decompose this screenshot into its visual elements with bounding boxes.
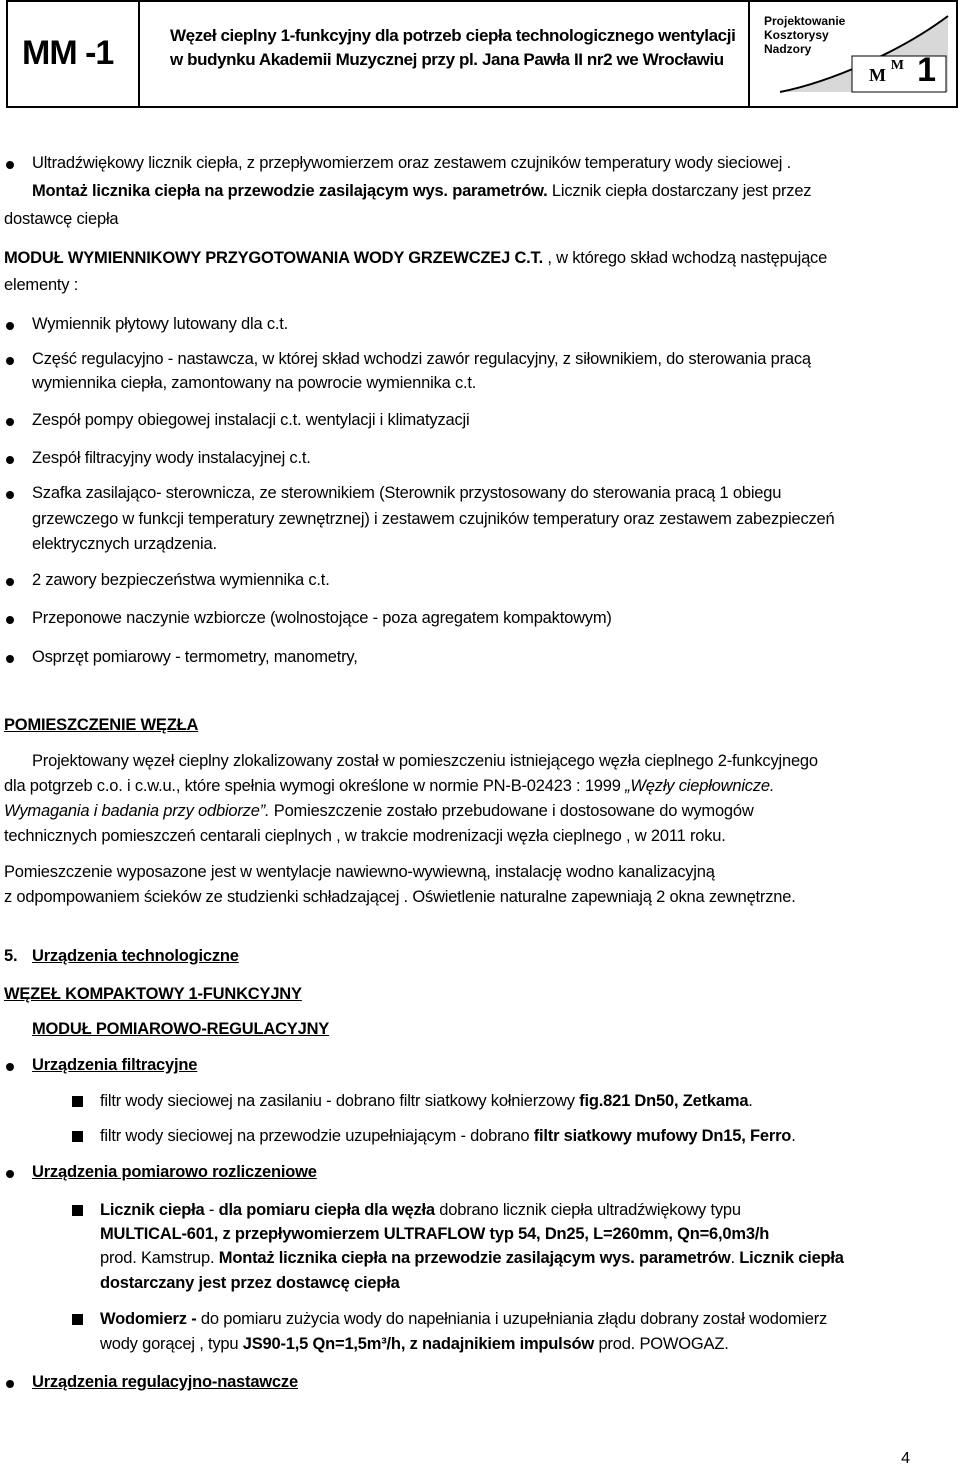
list-item: 2 zawory bezpieczeństwa wymiennika c.t.: [32, 571, 330, 589]
meter1-b: -: [204, 1201, 219, 1219]
meter2-line1: [100, 1310, 827, 1329]
intro-line3: dostawcę ciepła: [4, 210, 119, 228]
bullet-dot: [6, 418, 14, 426]
header-title-line1: Węzeł cieplny 1-funkcyjny dla potrzeb ciepła technologicznego wentylacji: [170, 26, 736, 45]
logo-mark-b: M: [890, 58, 904, 73]
square-bullet-icon: [72, 1131, 83, 1142]
square-bullet-icon: [72, 1205, 83, 1216]
header-title-cell: [140, 2, 750, 106]
room-p2-line1: Pomieszczenie wyposazone jest w wentylacje nawiewno-wywiewną, instalację wodno kanalizacyjną: [4, 863, 715, 881]
bullet-dot: [6, 1380, 14, 1388]
list-item: Zespół filtracyjny wody instalacyjnej c.t.: [32, 449, 311, 467]
room-heading: POMIESZCZENIE WĘZŁA: [4, 716, 199, 734]
header-logo-cell: [750, 2, 956, 106]
bullet-dot: [6, 616, 14, 624]
meter1-l3a: prod. Kamstrup.: [100, 1249, 219, 1267]
regulation-heading: Urządzenia regulacyjno-nastawcze: [32, 1373, 298, 1391]
meter2-l2a: wody gorącej , typu: [100, 1335, 243, 1353]
list-item: Wymiennik płytowy lutowany dla c.t.: [32, 315, 289, 333]
room-p1-line2a: dla potgrzeb c.o. i c.w.u., które spełnia wymogi określone w normie PN-B-02423 : 1999: [4, 777, 626, 795]
meter1-d: dobrano licznik ciepła ultradźwiękowy typu: [434, 1201, 741, 1219]
list-item-cont: grzewczego w funkcji temperatury zewnętrznej) i zestawem czujników temperatury oraz zestawem zabezpieczeń: [32, 510, 835, 528]
bullet-dot: [6, 357, 14, 365]
logo-mark-c: 1: [917, 51, 936, 89]
section-subtitle2: MODUŁ POMIAROWO-REGULACYJNY: [32, 1020, 330, 1038]
bullet-dot: [6, 322, 14, 330]
filter2-text: filtr wody sieciowej na przewodzie uzupełniającym - dobrano: [100, 1127, 534, 1145]
square-bullet-icon: [72, 1314, 83, 1325]
section-title: Urządzenia technologiczne: [32, 947, 239, 965]
filters-heading: Urządzenia filtracyjne: [32, 1056, 198, 1074]
document-header: [6, 0, 958, 108]
meter1-line1: [100, 1201, 741, 1220]
bullet-dot: [6, 1063, 14, 1071]
room-p1-line3b: Pomieszczenie zostało przebudowane i dostosowane do wymogów: [269, 802, 754, 820]
bullet-dot: [6, 1170, 14, 1178]
room-p1-line1: Projektowany węzeł cieplny zlokalizowany został w pomieszczeniu istniejącego węzła cieplnego 2-funkcyjnego: [32, 752, 818, 770]
meter2-l2b: JS90-1,5 Qn=1,5m³/h, z nadajnikiem impulsów: [242, 1335, 595, 1353]
logo-mark-a: M: [869, 65, 886, 85]
bullet-dot: [6, 456, 14, 464]
page-number: 4: [901, 1450, 910, 1467]
meter1-a: Licznik ciepła: [100, 1201, 205, 1219]
filter-item-2: [100, 1127, 796, 1146]
room-p1-line3a: Wymagania i badania przy odbiorze”.: [4, 802, 270, 820]
intro-line2-bold: Montaż licznika ciepła na przewodzie zasilającym wys. parametrów.: [32, 182, 548, 200]
logo-line2: Kosztorysy: [764, 28, 829, 42]
intro-line2: [32, 182, 811, 201]
bullet-dot: [6, 161, 14, 169]
filter1-spec: fig.821 Dn50, Zetkama: [579, 1092, 749, 1110]
header-code-cell: [8, 2, 140, 106]
meter2-b: do pomiaru zużycia wody do napełniania i uzupełniania złądu dobrany został wodomierz: [200, 1310, 828, 1328]
module-title-rest: , w którego skład wchodzą następujące: [543, 249, 828, 267]
logo-line3: Nadzory: [764, 42, 812, 56]
section-number: 5.: [4, 947, 18, 965]
intro-line2-rest: Licznik ciepła dostarczany jest przez: [547, 182, 812, 200]
list-item: Przeponowe naczynie wzbiorcze (wolnostojące - poza agregatem kompaktowym): [32, 609, 612, 627]
meter2-l2c: prod. POWOGAZ.: [594, 1335, 729, 1353]
module-title-line: [4, 249, 827, 268]
meter1-l3c: .: [730, 1249, 740, 1267]
bullet-dot: [6, 655, 14, 663]
room-p1-line2: [4, 777, 774, 796]
room-p2-line2: z odpompowaniem ścieków ze studzienki schładzającej . Oświetlenie naturalne zapewniają 2 okna zewnętrzne.: [4, 888, 796, 906]
room-p1-line3: [4, 802, 754, 821]
filter1-end: .: [748, 1092, 753, 1110]
module-cont: elementy :: [4, 276, 79, 294]
list-item: Szafka zasilająco- sterownicza, ze sterownikiem (Sterownik przystosowany do sterowania pracą 1 obiegu: [32, 484, 782, 502]
filter2-end: .: [791, 1127, 796, 1145]
filter-item-1: [100, 1092, 753, 1111]
header-title-line2: w budynku Akademii Muzycznej przy pl. Jana Pawła II nr2 we Wrocławiu: [170, 50, 724, 69]
meter1-line2: MULTICAL-601, z przepływomierzem ULTRAFLOW typ 54, Dn25, L=260mm, Qn=6,0m3/h: [100, 1225, 770, 1243]
company-logo: [760, 12, 950, 96]
square-bullet-icon: [72, 1096, 83, 1107]
meter2-line2: [100, 1335, 729, 1354]
meters-heading: Urządzenia pomiarowo rozliczeniowe: [32, 1163, 317, 1181]
list-item: Osprzęt pomiarowy - termometry, manometry,: [32, 648, 358, 666]
filter1-text: filtr wody sieciowej na zasilaniu - dobrano filtr siatkowy kołnierzowy: [100, 1092, 580, 1110]
meter2-a: Wodomierz -: [100, 1310, 201, 1328]
meter1-l3d: Licznik ciepła: [739, 1249, 844, 1267]
room-p1-line4: technicznych pomieszczeń centarali cieplnych , w trakcie modrenizacji węzła cieplnego , w 2011 roku.: [4, 827, 726, 845]
list-item: Część regulacyjno - nastawcza, w której skład wchodzi zawór regulacyjny, z siłownikiem, do sterowania pracą: [32, 350, 811, 368]
meter1-line4: dostarczany jest przez dostawcę ciepła: [100, 1274, 400, 1292]
meter1-l3b: Montaż licznika ciepła na przewodzie zasilającym wys. parametrów: [218, 1249, 731, 1267]
section-subtitle1: WĘZEŁ KOMPAKTOWY 1-FUNKCYJNY: [4, 985, 302, 1003]
room-p1-line2b: „Węzły ciepłownicze.: [625, 777, 775, 795]
meter1-c: dla pomiaru ciepła dla węzła: [218, 1201, 435, 1219]
meter1-line3: [100, 1249, 844, 1268]
module-title: MODUŁ WYMIENNIKOWY PRZYGOTOWANIA WODY GRZEWCZEJ C.T.: [4, 249, 543, 267]
bullet-dot: [6, 491, 14, 499]
logo-line1: Projektowanie: [764, 14, 846, 28]
intro-line1: Ultradźwiękowy licznik ciepła, z przepływomierzem oraz zestawem czujników temperatury wody sieciowej .: [32, 154, 792, 172]
list-item: Zespół pompy obiegowej instalacji c.t. wentylacji i klimatyzacji: [32, 411, 470, 429]
bullet-dot: [6, 578, 14, 586]
document-code: MM -1: [22, 34, 114, 72]
filter2-spec: filtr siatkowy mufowy Dn15, Ferro: [533, 1127, 792, 1145]
list-item-cont: elektrycznych urządzenia.: [32, 535, 217, 553]
list-item-cont: wymiennika ciepła, zamontowany na powrocie wymiennika c.t.: [32, 374, 477, 392]
